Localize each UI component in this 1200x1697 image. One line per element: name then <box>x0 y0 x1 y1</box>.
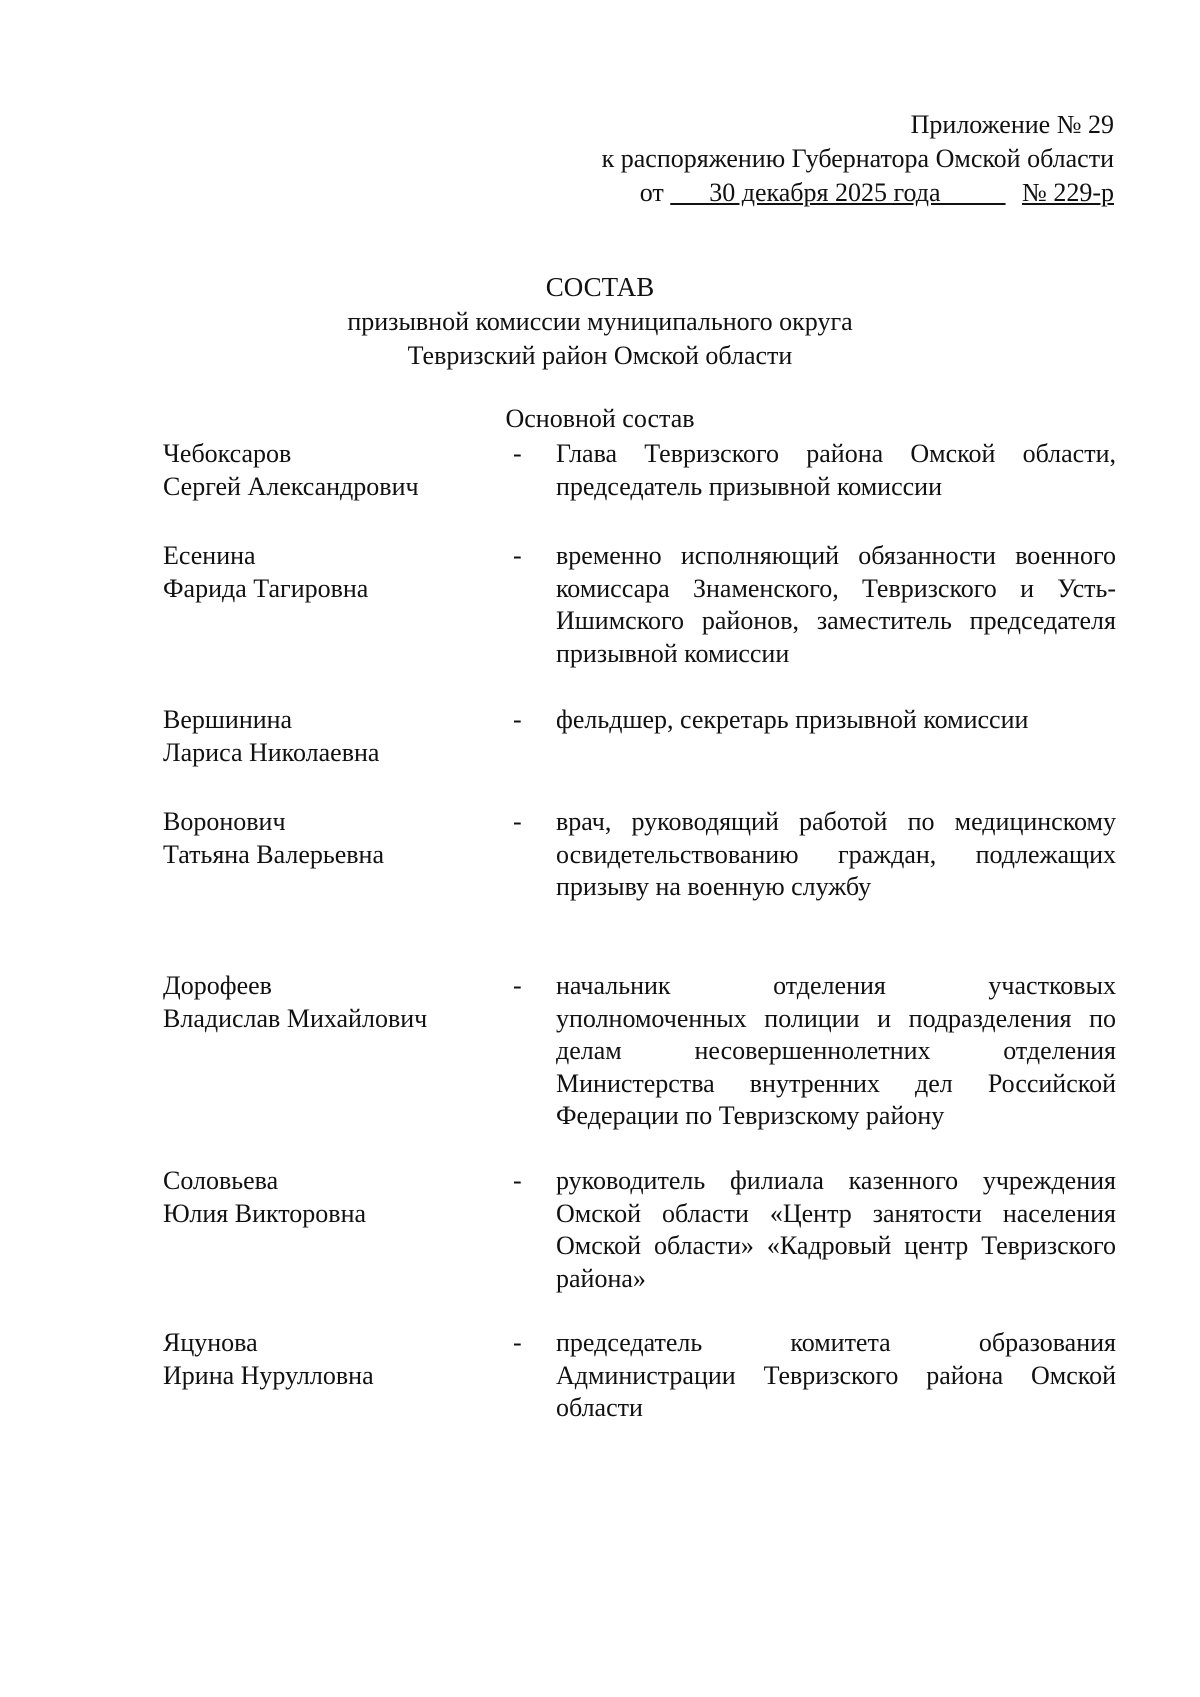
order-date: 30 декабря 2025 года <box>670 178 1006 207</box>
order-reference: к распоряжению Губернатора Омской области <box>601 144 1114 173</box>
document-title-block <box>0 270 1200 373</box>
member-given-name: Юлия Викторовна <box>163 1198 367 1228</box>
member-entry <box>163 438 1116 503</box>
member-dash: - <box>513 1328 522 1357</box>
member-dash: - <box>513 807 522 836</box>
appendix-number: Приложение № 29 <box>910 110 1114 139</box>
member-dash: - <box>513 971 522 1000</box>
member-role: руководитель филиала казенного учреждения Омской области «Центр занятости населения Омской области» «Кадровый центр Тевризского района» <box>556 1166 1116 1293</box>
member-surname: Вершинина <box>163 705 293 734</box>
member-role: врач, руководящий работой по медицинскому освидетельствованию граждан, подлежащих призыву на военную службу <box>556 807 1116 901</box>
member-surname: Воронович <box>163 807 286 836</box>
member-surname: Соловьева <box>163 1166 279 1195</box>
member-given-name: Фарида Тагировна <box>163 573 369 603</box>
member-given-name: Татьяна Валерьевна <box>163 839 384 869</box>
member-name <box>163 970 523 1133</box>
member-entry <box>163 970 1116 1133</box>
member-entry <box>163 806 1116 904</box>
member-entry <box>163 1165 1116 1295</box>
member-given-name: Сергей Александрович <box>163 471 419 501</box>
document-header <box>602 108 1114 210</box>
member-name <box>163 438 523 503</box>
member-given-name: Владислав Михайлович <box>163 1003 428 1033</box>
order-date-prefix: от <box>639 178 664 207</box>
member-role: фельдшер, секретарь призывной комиссии <box>556 705 1029 734</box>
member-name <box>163 1165 523 1295</box>
document-title: СОСТАВ <box>545 272 655 302</box>
section-title: Основной состав <box>505 404 695 433</box>
member-surname: Яцунова <box>163 1328 258 1357</box>
member-given-name: Ирина Нурулловна <box>163 1360 374 1390</box>
order-number: № 229-р <box>1022 178 1114 207</box>
member-entry <box>163 540 1116 670</box>
member-name <box>163 704 523 769</box>
member-role: начальник отделения участковых уполномоченных полиции и подразделения по делам несовершеннолетних отделения Министерства внутренних дел Российской Федерации по Тевризскому району <box>556 971 1116 1130</box>
member-given-name: Лариса Николаевна <box>163 737 380 767</box>
member-role: Глава Тевризского района Омской области, председатель призывной комиссии <box>556 439 1116 501</box>
member-name <box>163 806 523 904</box>
member-dash: - <box>513 541 522 570</box>
member-role: председатель комитета образования Администрации Тевризского района Омской области <box>556 1328 1116 1422</box>
member-role: временно исполняющий обязанности военного комиссара Знаменского, Тевризского и Усть-Ишимского районов, заместитель председателя призывной комиссии <box>556 541 1116 668</box>
member-surname: Чебоксаров <box>163 439 292 468</box>
member-dash: - <box>513 705 522 734</box>
document-subtitle-line-2: Тевризский район Омской области <box>407 341 793 370</box>
member-dash: - <box>513 439 522 468</box>
member-entry <box>163 1327 1116 1425</box>
member-entry <box>163 704 1113 769</box>
member-dash: - <box>513 1166 522 1195</box>
order-date-line <box>602 176 1114 210</box>
member-name <box>163 540 523 670</box>
member-surname: Дорофеев <box>163 971 272 1000</box>
document-subtitle-line-1: призывной комиссии муниципального округа <box>347 307 853 336</box>
member-surname: Есенина <box>163 541 256 570</box>
member-name <box>163 1327 523 1425</box>
